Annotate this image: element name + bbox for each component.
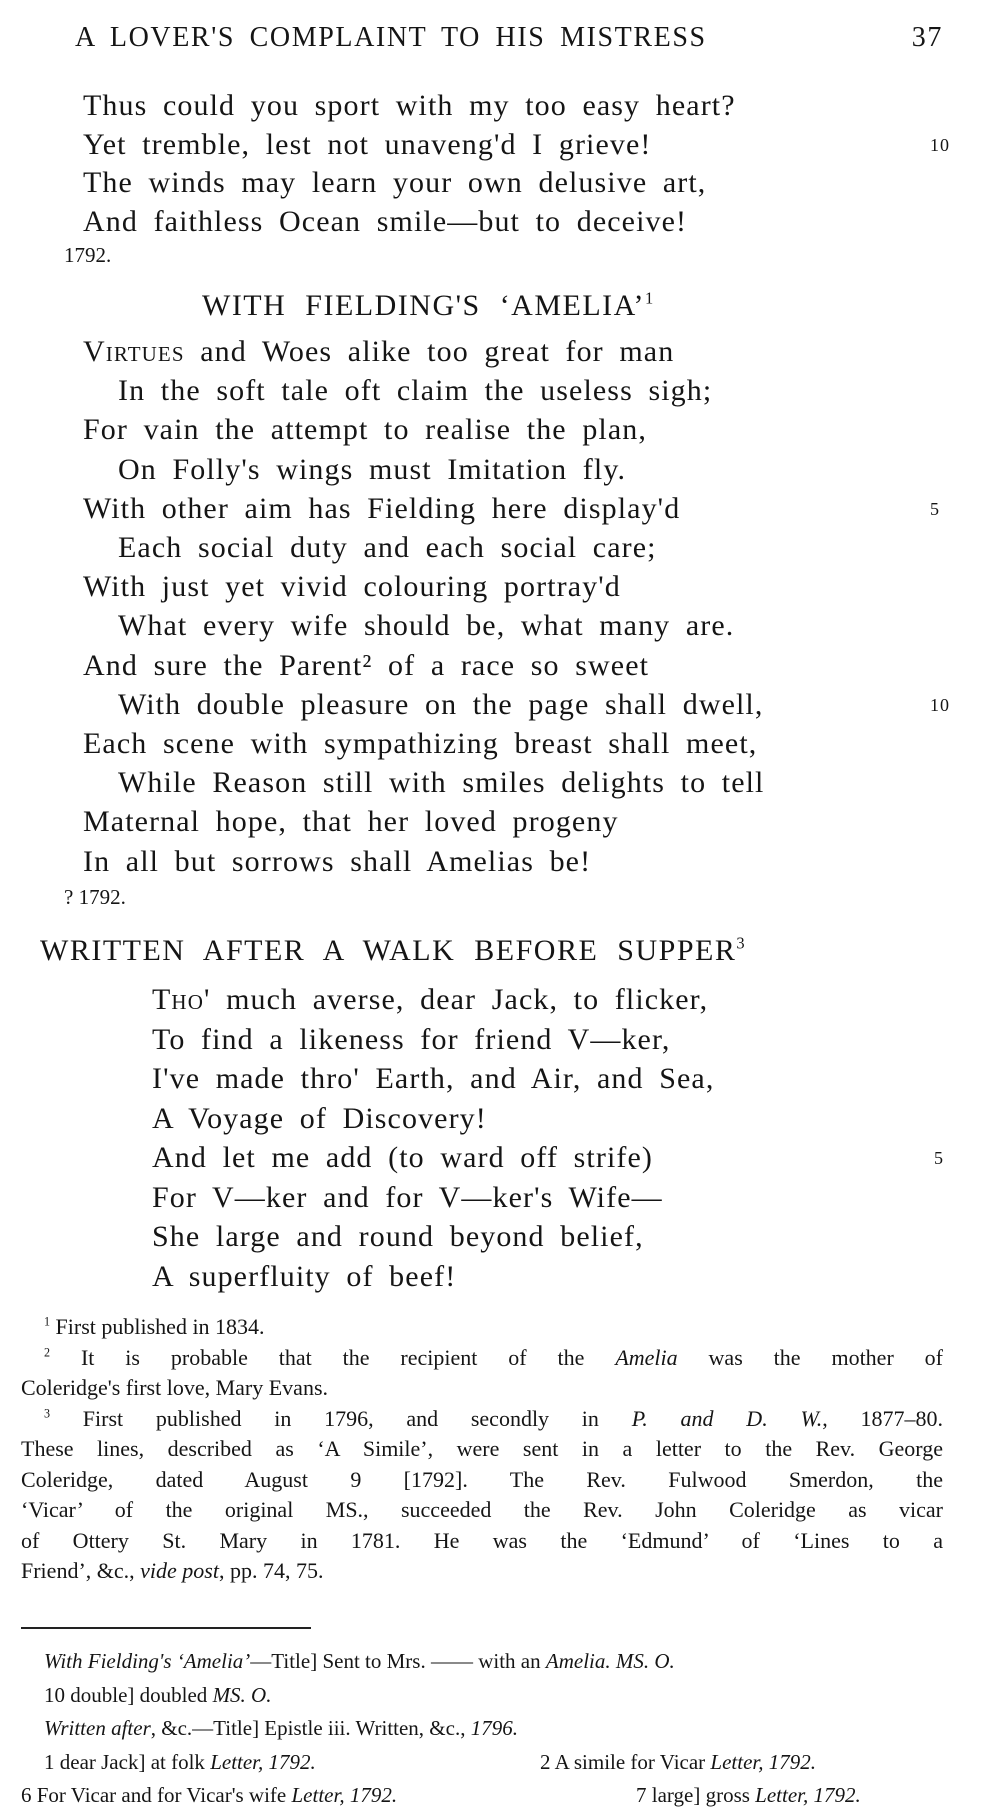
small-caps-word: Tho': [152, 983, 211, 1016]
verse-text: Yet tremble, lest not unaveng'd I grieve!: [83, 127, 652, 161]
italic-text: vide post: [140, 1558, 219, 1583]
verse-line: [152, 1138, 653, 1178]
textual-variant: [636, 1780, 861, 1810]
verse-line: [152, 980, 708, 1020]
line-number: 10: [930, 694, 950, 715]
footnote-ref: 3: [736, 933, 747, 953]
verse-text: Each scene with sympathizing breast shall meet,: [83, 727, 758, 760]
verse-line: [83, 646, 649, 686]
verse-line: [83, 202, 687, 242]
verse-line: [83, 332, 674, 372]
verse-line: [152, 1257, 456, 1297]
verse-text: With double pleasure on the page shall dwell,: [118, 687, 764, 721]
verse-line: [83, 842, 591, 882]
italic-text: P. and D. W.: [631, 1405, 823, 1431]
footnote-line: [21, 1312, 943, 1342]
line-number: 5: [930, 498, 940, 519]
textual-variant: [21, 1780, 397, 1810]
verse-line: [83, 125, 652, 165]
verse-line: [152, 1178, 663, 1218]
italic-text: Letter, 1792.: [291, 1783, 398, 1807]
footnote-ref: 1: [645, 288, 655, 308]
text: of Ottery St. Mary in 1781. He was the ‘Edmund’ of ‘Lines to a: [21, 1527, 943, 1553]
italic-text: Written after: [44, 1716, 151, 1740]
footnote-marker: 2: [44, 1345, 51, 1360]
verse-text: A superfluity of beef!: [152, 1259, 457, 1293]
italic-text: Letter, 1792.: [710, 1750, 817, 1774]
text: First published in 1796, and secondly in: [50, 1405, 632, 1431]
footnote-line: [21, 1434, 943, 1464]
footnote-line: [21, 1495, 943, 1525]
text: was the mother of: [677, 1344, 943, 1370]
textual-variant: [44, 1747, 316, 1777]
text: ‘Vicar’ of the original MS., succeeded the Rev. John Coleridge as vicar: [21, 1497, 943, 1522]
verse-text: With other aim has Fielding here display'd: [83, 491, 681, 525]
verse-line: [118, 528, 657, 568]
verse-text: And faithless Ocean smile—but to deceive!: [83, 204, 688, 238]
verse-text: For V—ker and for V—ker's Wife—: [152, 1180, 663, 1214]
text: , pp. 74, 75.: [218, 1558, 324, 1583]
footnote-line: [21, 1465, 943, 1495]
footnote-divider: [21, 1627, 311, 1629]
verse-line: [83, 567, 621, 607]
verse-text: Maternal hope, that her loved progeny: [83, 805, 619, 839]
verse-text: She large and round beyond belief,: [152, 1220, 644, 1253]
verse-line: [83, 724, 757, 764]
verse-line: [118, 763, 765, 803]
poem-date: 1792.: [64, 243, 112, 267]
line-number: 5: [934, 1148, 944, 1168]
poem-title-text: WITH FIELDING'S ‘AMELIA’: [202, 289, 645, 322]
small-caps-word: Virtues: [83, 335, 185, 368]
text: Coleridge's first love, Mary Evans.: [21, 1375, 329, 1400]
running-title: A LOVER'S COMPLAINT TO HIS MISTRESS: [75, 22, 707, 53]
text: 1 dear Jack] at folk: [44, 1750, 211, 1774]
text: First published in 1834.: [50, 1314, 265, 1339]
footnote-line: [21, 1343, 943, 1373]
verse-text: With just yet vivid colouring portray'd: [83, 570, 621, 604]
verse-text: And let me add (to ward off strife): [152, 1141, 653, 1174]
italic-text: Letter, 1792.: [755, 1783, 861, 1807]
text: These lines, described as ‘A Simile’, were sent in a letter to the Rev. George: [21, 1436, 943, 1461]
verse-line: [83, 410, 647, 450]
textual-variant: [44, 1646, 675, 1676]
poem-title: [202, 286, 655, 326]
italic-text: MS. O.: [212, 1683, 272, 1707]
verse-text: and Woes alike too great for man: [184, 335, 675, 368]
footnote-line: [21, 1404, 943, 1434]
text: , &c.—Title] Epistle iii. Written, &c.,: [150, 1716, 471, 1740]
verse-text: For vain the attempt to realise the plan,: [83, 413, 647, 447]
italic-text: Amelia. MS. O.: [545, 1649, 675, 1673]
line-number: 10: [930, 134, 950, 155]
verse-line: [118, 371, 712, 411]
verse-line: [118, 685, 763, 725]
textual-variant: [44, 1713, 518, 1743]
verse-text: The winds may learn your own delusive art,: [83, 166, 707, 199]
footnote-line: [21, 1373, 943, 1403]
verse-text: To find a likeness for friend V—ker,: [152, 1022, 671, 1056]
text: 10 double] doubled: [44, 1683, 213, 1707]
verse-text: A Voyage of Discovery!: [152, 1101, 487, 1135]
verse-text: In all but sorrows shall Amelias be!: [83, 844, 592, 878]
italic-text: 1796.: [470, 1716, 518, 1740]
verse-line: [152, 1099, 487, 1139]
page-number: 37: [911, 22, 943, 53]
verse-text: While Reason still with smiles delights to tell: [118, 766, 765, 800]
verse-line: [152, 1020, 670, 1060]
verse-line: [83, 163, 706, 203]
verse-text: Each social duty and each social care;: [118, 531, 657, 564]
verse-line: [83, 802, 619, 842]
footnote-line: [21, 1526, 943, 1556]
footnote-marker: 1: [44, 1314, 51, 1329]
text: , 1877–80.: [822, 1405, 944, 1431]
textual-variant: [540, 1747, 816, 1777]
poem-title: [40, 931, 746, 971]
verse-text: And sure the Parent² of a race so sweet: [83, 648, 650, 682]
verse-text: Thus could you sport with my too easy heart?: [83, 89, 736, 122]
poem-title-text: WRITTEN AFTER A WALK BEFORE SUPPER: [40, 934, 737, 967]
text: 2 A simile for Vicar: [540, 1750, 711, 1774]
verse-line: [118, 450, 626, 490]
italic-text: Amelia: [615, 1344, 678, 1370]
poem-date: ? 1792.: [64, 885, 126, 909]
verse-line: [83, 86, 736, 126]
verse-text: What every wife should be, what many are.: [118, 609, 735, 643]
verse-text: On Folly's wings must Imitation fly.: [118, 452, 627, 486]
footnote-marker: 3: [44, 1406, 51, 1421]
italic-text: With Fielding's ‘Amelia’: [44, 1649, 251, 1673]
text: It is probable that the recipient of the: [50, 1344, 616, 1370]
textual-variant: [44, 1680, 271, 1710]
running-header: [75, 22, 943, 54]
verse-text: I've made thro' Earth, and Air, and Sea,: [152, 1062, 715, 1095]
verse-line: [118, 606, 734, 646]
text: Friend’, &c.,: [21, 1558, 141, 1583]
text: —Title] Sent to Mrs. —— with an: [250, 1649, 546, 1673]
text: 6 For Vicar and for Vicar's wife: [21, 1783, 292, 1807]
verse-text: much averse, dear Jack, to flicker,: [210, 983, 709, 1016]
verse-line: [152, 1217, 644, 1257]
text: Coleridge, dated August 9 [1792]. The Rev. Fulwood Smerdon, the: [21, 1466, 943, 1492]
footnote-line: [21, 1556, 943, 1586]
verse-line: [152, 1059, 714, 1099]
verse-line: [83, 489, 680, 529]
text: 7 large] gross: [636, 1783, 756, 1807]
verse-text: In the soft tale oft claim the useless sigh;: [118, 374, 713, 408]
italic-text: Letter, 1792.: [210, 1750, 316, 1774]
